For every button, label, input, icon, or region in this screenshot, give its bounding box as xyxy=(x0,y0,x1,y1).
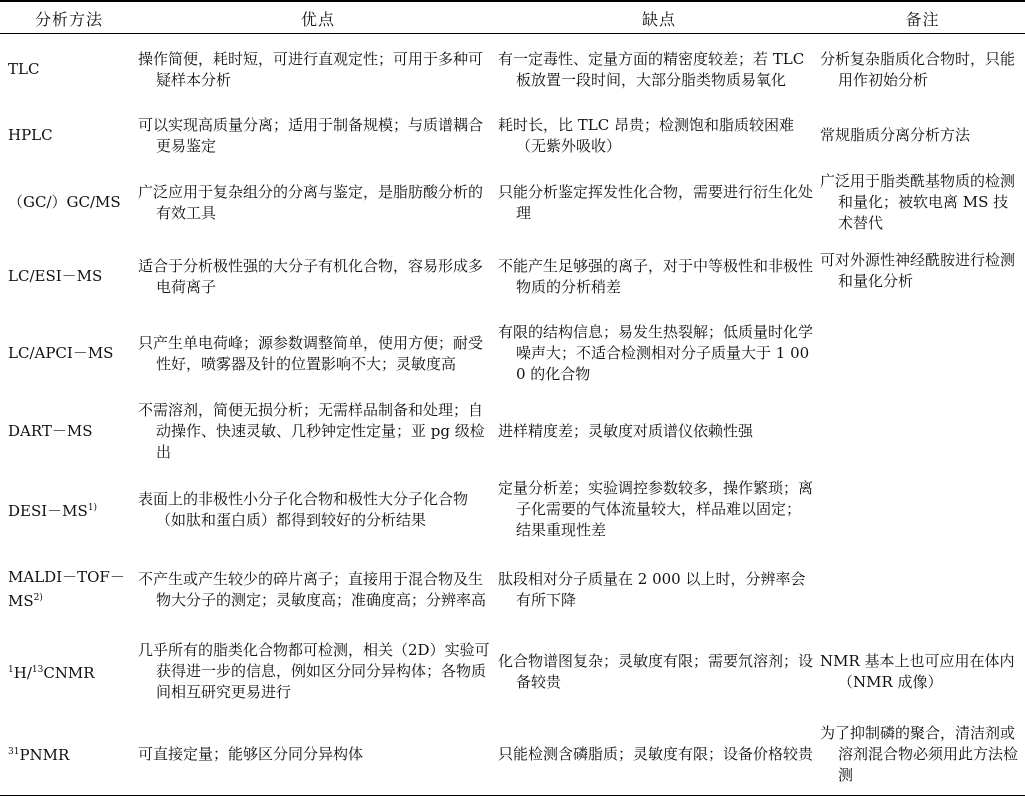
method-name: TLC xyxy=(8,60,40,79)
notes-cell xyxy=(820,394,1025,470)
notes-cell: 分析复杂脂质化合物时，只能用作初始分析 xyxy=(820,49,1016,89)
method-footnote: 2) xyxy=(33,593,43,603)
advantages-cell: 不产生或产生较少的碎片离子；直接用于混合物及生物大分子的测定；灵敏度高；准确度高；分辨率高 xyxy=(138,569,487,609)
advantages-cell: 操作简便，耗时短，可进行直观定性；可用于多种可疑样本分析 xyxy=(138,49,484,89)
method-cell xyxy=(0,166,138,240)
advantages-cell: 不需溶剂，简便无损分析；无需样品制备和处理；自动操作、快速灵敏、几秒钟定性定量；亚 pg 级检出 xyxy=(138,401,485,461)
notes-cell: NMR 基本上也可应用在体内（NMR 成像） xyxy=(820,651,1015,691)
advantages-cell: 只产生单电荷峰；源参数调整简单，使用方便；耐受性好，喷雾器及针的位置影响不大；灵敏度高 xyxy=(138,333,484,373)
top-rule xyxy=(0,0,1025,2)
disadvantages-cell: 进样精度差；灵敏度对质谱仪依赖性强 xyxy=(498,422,754,440)
header-advantages: 优点 xyxy=(138,6,498,34)
disadvantages-cell: 有一定毒性、定量方面的精密度较差；若 TLC 板放置一段时间，大部分脂类物质易氧化 xyxy=(498,49,805,89)
advantages-cell: 几乎所有的脂类化合物都可检测，相关（2D）实验可获得进一步的信息，例如区分同分异构体；各物质间相互研究更易进行 xyxy=(138,641,490,701)
notes-cell: 广泛用于脂类酰基物质的检测和量化；被软电离 MS 技术替代 xyxy=(820,172,1016,232)
header-notes: 备注 xyxy=(820,6,1025,34)
table-row xyxy=(0,106,1025,166)
disadvantages-cell: 只能检测含磷脂质；灵敏度有限；设备价格较贵 xyxy=(498,714,820,796)
advantages-cell: 表面上的非极性小分子化合物和极性大分子化合物（如肽和蛋白质）都得到较好的分析结果 xyxy=(138,489,469,529)
method-name: DESI－MS xyxy=(8,501,88,520)
table-row xyxy=(0,240,1025,314)
isotope-label: 13 xyxy=(31,664,44,675)
disadvantages-cell: 肽段相对分子质量在 2 000 以上时，分辨率会有所下降 xyxy=(498,569,806,609)
method-cell xyxy=(0,240,138,314)
advantages-cell: 可直接定量；能够区分同分异构体 xyxy=(138,714,498,796)
method-cell xyxy=(0,34,138,106)
method-cell xyxy=(0,106,138,166)
notes-cell: 为了抑制磷的聚合，清洁剂或溶剂混合物必须用此方法检测 xyxy=(820,714,1025,796)
notes-cell: 常规脂质分离分析方法 xyxy=(820,126,971,144)
comparison-table xyxy=(0,6,1025,796)
notes-cell xyxy=(820,470,1025,550)
disadvantages-cell: 定量分析差；实验调控参数较多，操作繁琐；离子化需要的气体流量较大，样品难以固定；结果重现性差 xyxy=(498,479,814,539)
header-row xyxy=(0,6,1025,34)
method-footnote: 1) xyxy=(87,502,98,513)
table-row xyxy=(0,394,1025,470)
disadvantages-cell: 耗时长，比 TLC 昂贵；检测饱和脂质较困难（无紫外吸收） xyxy=(498,115,794,155)
table-row xyxy=(0,166,1025,240)
disadvantages-cell: 有限的结构信息；易发生热裂解；低质量时化学噪声大；不适合检测相对分子质量大于 1 000 的化合物 xyxy=(498,323,814,383)
disadvantages-cell: 化合物谱图复杂；灵敏度有限；需要氘溶剂；设备较贵 xyxy=(498,651,814,691)
method-name: MALDI－TOF－MS xyxy=(8,568,125,610)
notes-cell: 可对外源性神经酰胺进行检测和量化分析 xyxy=(820,250,1016,290)
method-cell xyxy=(0,394,138,470)
method-cell xyxy=(0,714,138,796)
method-name: DART－MS xyxy=(8,422,93,440)
table-row xyxy=(0,550,1025,630)
isotope-label: 31 xyxy=(8,747,20,758)
header-disadvantages: 缺点 xyxy=(498,6,820,34)
isotope-label: 1 xyxy=(8,664,14,675)
table-row xyxy=(0,314,1025,394)
table-row xyxy=(0,470,1025,550)
method-name: PNMR xyxy=(19,746,70,765)
header-method: 分析方法 xyxy=(0,6,138,34)
method-cell xyxy=(0,314,138,394)
advantages-cell: 可以实现高质量分离；适用于制备规模；与质谱耦合更易鉴定 xyxy=(138,115,484,155)
table-row xyxy=(0,630,1025,714)
method-name: （GC/）GC/MS xyxy=(8,193,121,211)
table-row xyxy=(0,714,1025,796)
method-name: LC/APCI－MS xyxy=(8,344,114,362)
advantages-cell: 适合于分析极性强的大分子有机化合物，容易形成多电荷离子 xyxy=(138,256,484,296)
method-name: LC/ESI－MS xyxy=(8,267,103,285)
method-cell xyxy=(0,470,138,550)
advantages-cell: 广泛应用于复杂组分的分离与鉴定，是脂肪酸分析的有效工具 xyxy=(138,182,484,222)
notes-cell xyxy=(820,314,1025,394)
disadvantages-cell: 只能分析鉴定挥发性化合物，需要进行衍生化处理 xyxy=(498,182,814,222)
table-row xyxy=(0,34,1025,106)
disadvantages-cell: 不能产生足够强的离子，对于中等极性和非极性物质的分析稍差 xyxy=(498,256,814,296)
method-cell xyxy=(0,630,138,714)
method-name: H/$^{13}$CNMR xyxy=(13,663,95,682)
notes-cell xyxy=(820,550,1025,630)
method-name: HPLC xyxy=(8,126,53,144)
method-cell xyxy=(0,550,138,630)
